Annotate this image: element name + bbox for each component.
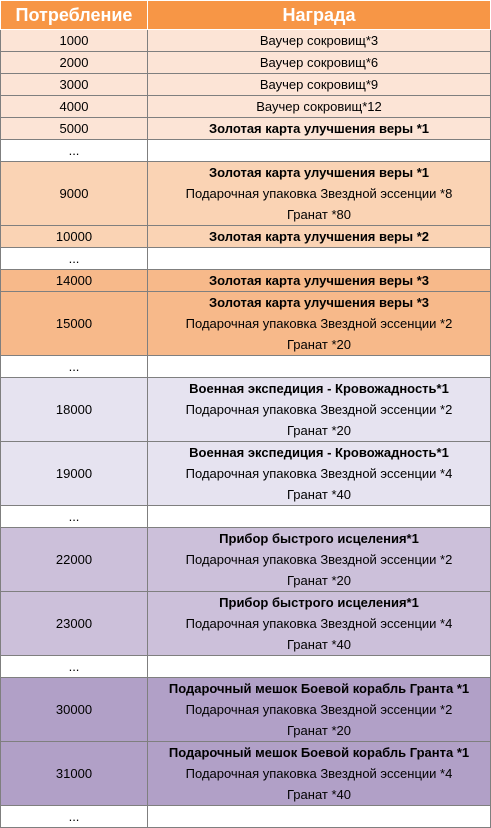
spend-amount-cell: 31000 xyxy=(1,742,148,806)
reward-line: Подарочная упаковка Звездной эссенции *2 xyxy=(185,552,453,567)
spend-amount-cell: 22000 xyxy=(1,528,148,592)
spend-amount-cell: ... xyxy=(1,140,148,162)
header-row xyxy=(1,1,491,30)
table-body xyxy=(1,30,491,828)
reward-line: Ваучер сокровищ*12 xyxy=(256,99,382,114)
column-header-reward: Награда xyxy=(148,1,491,30)
spend-amount-cell: 4000 xyxy=(1,96,148,118)
table-row xyxy=(1,74,491,96)
reward-cell xyxy=(148,140,491,162)
spend-amount-cell: 9000 xyxy=(1,162,148,226)
reward-line: Подарочная упаковка Звездной эссенции *4 xyxy=(185,766,453,781)
spend-amount-cell: 2000 xyxy=(1,52,148,74)
table-row xyxy=(1,292,491,356)
table-row xyxy=(1,442,491,506)
reward-line: Гранат *20 xyxy=(287,723,351,738)
reward-cell xyxy=(148,52,491,74)
reward-line: Гранат *20 xyxy=(287,573,351,588)
table-row xyxy=(1,140,491,162)
reward-cell xyxy=(148,806,491,828)
reward-line: Гранат *20 xyxy=(287,337,351,352)
reward-line: Золотая карта улучшения веры *3 xyxy=(209,295,429,310)
table-row xyxy=(1,248,491,270)
table-row xyxy=(1,806,491,828)
reward-cell xyxy=(148,248,491,270)
reward-cell xyxy=(148,74,491,96)
reward-cell xyxy=(148,226,491,248)
reward-line: Золотая карта улучшения веры *3 xyxy=(209,273,429,288)
reward-line: Гранат *40 xyxy=(287,787,351,802)
reward-line: Подарочный мешок Боевой корабль Гранта *1 xyxy=(168,745,470,760)
reward-line: Гранат *40 xyxy=(287,487,351,502)
reward-cell xyxy=(148,30,491,52)
table-row xyxy=(1,30,491,52)
table-row xyxy=(1,52,491,74)
reward-line: Подарочная упаковка Звездной эссенции *2 xyxy=(185,316,453,331)
table-row xyxy=(1,378,491,442)
reward-cell xyxy=(148,678,491,742)
reward-line: Военная экспедиция - Кровожадность*1 xyxy=(189,445,449,460)
table-row xyxy=(1,592,491,656)
spend-amount-cell: ... xyxy=(1,506,148,528)
reward-line: Прибор быстрого исцеления*1 xyxy=(219,531,419,546)
reward-cell xyxy=(148,292,491,356)
spend-amount-cell: ... xyxy=(1,806,148,828)
spend-amount-cell: 3000 xyxy=(1,74,148,96)
spend-amount-cell: 30000 xyxy=(1,678,148,742)
spend-amount-cell: 23000 xyxy=(1,592,148,656)
reward-cell xyxy=(148,162,491,226)
reward-line: Подарочная упаковка Звездной эссенции *2 xyxy=(185,702,453,717)
spend-amount-cell: 18000 xyxy=(1,378,148,442)
table-row xyxy=(1,226,491,248)
reward-line: Золотая карта улучшения веры *1 xyxy=(209,165,429,180)
reward-line: Военная экспедиция - Кровожадность*1 xyxy=(189,381,449,396)
reward-cell xyxy=(148,356,491,378)
reward-line: Золотая карта улучшения веры *2 xyxy=(209,229,429,244)
spend-amount-cell: 5000 xyxy=(1,118,148,140)
column-header-amount: Потребление xyxy=(1,1,148,30)
reward-cell xyxy=(148,528,491,592)
spend-amount-cell: 1000 xyxy=(1,30,148,52)
table-row xyxy=(1,742,491,806)
reward-cell xyxy=(148,656,491,678)
reward-cell xyxy=(148,96,491,118)
table-row xyxy=(1,162,491,226)
table-row xyxy=(1,96,491,118)
spend-amount-cell: 15000 xyxy=(1,292,148,356)
reward-line: Прибор быстрого исцеления*1 xyxy=(219,595,419,610)
reward-line: Подарочный мешок Боевой корабль Гранта *1 xyxy=(168,681,470,696)
spend-amount-cell: 10000 xyxy=(1,226,148,248)
reward-cell xyxy=(148,118,491,140)
table-row xyxy=(1,528,491,592)
reward-cell xyxy=(148,742,491,806)
table-row xyxy=(1,356,491,378)
reward-line: Гранат *80 xyxy=(287,207,351,222)
reward-line: Золотая карта улучшения веры *1 xyxy=(209,121,429,136)
reward-line: Подарочная упаковка Звездной эссенции *2 xyxy=(185,402,453,417)
spend-amount-cell: ... xyxy=(1,248,148,270)
reward-line: Ваучер сокровищ*3 xyxy=(259,33,379,48)
reward-line: Ваучер сокровищ*9 xyxy=(259,77,379,92)
spend-amount-cell: ... xyxy=(1,656,148,678)
reward-line: Подарочная упаковка Звездной эссенции *4 xyxy=(185,616,453,631)
table-row xyxy=(1,678,491,742)
reward-line: Подарочная упаковка Звездной эссенции *4 xyxy=(185,466,453,481)
spend-amount-cell: ... xyxy=(1,356,148,378)
reward-cell xyxy=(148,270,491,292)
reward-line: Гранат *40 xyxy=(287,637,351,652)
spend-amount-cell: 14000 xyxy=(1,270,148,292)
table-row xyxy=(1,270,491,292)
reward-line: Ваучер сокровищ*6 xyxy=(259,55,379,70)
reward-line: Гранат *20 xyxy=(287,423,351,438)
table-row xyxy=(1,506,491,528)
spend-amount-cell: 19000 xyxy=(1,442,148,506)
table-row xyxy=(1,118,491,140)
reward-cell xyxy=(148,378,491,442)
reward-cell xyxy=(148,506,491,528)
reward-cell xyxy=(148,442,491,506)
reward-line: Подарочная упаковка Звездной эссенции *8 xyxy=(185,186,453,201)
reward-cell xyxy=(148,592,491,656)
table-row xyxy=(1,656,491,678)
